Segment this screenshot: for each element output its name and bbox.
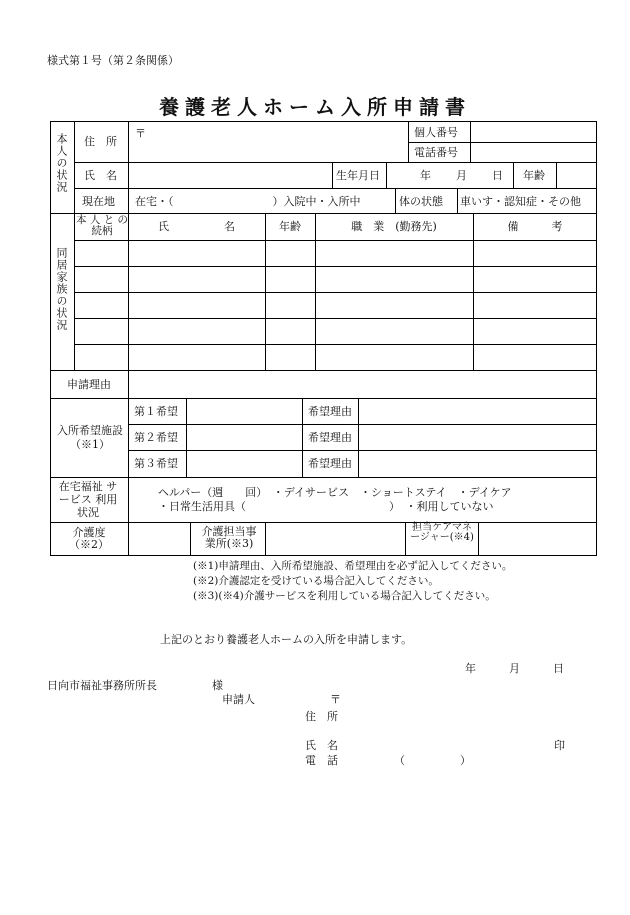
submit-date[interactable]: 年 月 日 xyxy=(465,662,564,675)
facility-label: 入所希望施設（※1） xyxy=(57,424,123,451)
birth-day-label: 日 xyxy=(492,169,503,182)
welfare-options-line2[interactable]: ・日常生活用具（ ） ・利用していない xyxy=(158,500,494,513)
family-header-remarks: 備 考 xyxy=(507,220,563,233)
applicant-phone-label: 電 話 xyxy=(305,754,338,767)
phone-number-label: 電話番号 xyxy=(414,146,458,159)
form-number: 様式第１号（第２条関係） xyxy=(47,54,179,67)
family-header-name: 氏 名 xyxy=(158,220,235,233)
applicant-label: 申請人 xyxy=(222,693,255,706)
choice-3-label: 第３希望 xyxy=(134,457,178,470)
family-header-age: 年齢 xyxy=(279,220,301,233)
birthdate-label: 生年月日 xyxy=(336,169,380,182)
applicant-address-field[interactable] xyxy=(360,707,590,725)
care-office-field[interactable] xyxy=(265,522,405,556)
birth-year-label: 年 xyxy=(420,169,431,182)
page-title: 養護老人ホーム入所申請書 xyxy=(159,95,471,119)
section-self-label: 本人の状況 xyxy=(55,133,68,193)
welfare-label: 在宅福祉 サービス 利用状況 xyxy=(58,480,118,519)
care-office-label: 介護担当事業所(※3) xyxy=(201,525,257,550)
body-condition-options[interactable]: 車いす・認知症・その他 xyxy=(460,195,581,208)
section-family-label: 同居家族の状況 xyxy=(55,247,68,331)
reason-field[interactable] xyxy=(129,371,596,397)
family-header-occupation: 職 業 (勤務先) xyxy=(351,220,437,233)
birth-month-label: 月 xyxy=(456,169,467,182)
choice-2-reason-label: 希望理由 xyxy=(308,431,352,444)
applicant-phone-field[interactable]: （ ） xyxy=(394,754,471,767)
current-location-options[interactable]: 在宅・（ ）入院中・入所中 xyxy=(135,195,361,208)
applicant-postal-mark: 〒 xyxy=(330,693,341,706)
choice-3-reason-label: 希望理由 xyxy=(308,457,352,470)
table-row[interactable] xyxy=(74,318,597,344)
address-label: 住 所 xyxy=(84,135,117,148)
choice-2-field[interactable] xyxy=(186,424,302,450)
age-label: 年齢 xyxy=(523,169,545,182)
choice-1-reason-label: 希望理由 xyxy=(308,405,352,418)
choice-3-reason-field[interactable] xyxy=(358,450,597,477)
care-manager-field[interactable] xyxy=(478,522,597,556)
personal-number-label: 個人番号 xyxy=(414,126,458,139)
applicant-address-label: 住 所 xyxy=(305,710,338,723)
note-3: (※3)(※4)介護サービスを利用している場合記入してください。 xyxy=(193,590,496,602)
body-condition-label: 体の状態 xyxy=(399,195,443,208)
care-manager-label: 担当ケアマネージャー(※4) xyxy=(410,522,474,543)
table-row[interactable] xyxy=(74,240,597,266)
note-2: (※2)介護認定を受けている場合記入してください。 xyxy=(193,575,439,587)
applicant-name-field[interactable] xyxy=(360,736,540,754)
care-level-field[interactable] xyxy=(128,522,190,556)
choice-1-label: 第１希望 xyxy=(134,405,178,418)
choice-3-field[interactable] xyxy=(186,450,302,477)
address-field[interactable] xyxy=(128,138,408,162)
table-row[interactable] xyxy=(74,292,597,318)
care-level-label: 介護度（※2） xyxy=(69,526,109,551)
choice-2-reason-field[interactable] xyxy=(358,424,597,450)
name-field[interactable] xyxy=(128,162,332,188)
choice-1-reason-field[interactable] xyxy=(358,398,597,424)
note-1: (※1)申請理由、入所希望施設、希望理由を必ず記入してください。 xyxy=(193,560,513,572)
family-header-relation: 本 人 と の続柄 xyxy=(76,214,129,237)
reason-label: 申請理由 xyxy=(67,378,111,391)
declaration-text: 上記のとおり養護老人ホームの入所を申請します。 xyxy=(160,633,413,646)
seal-mark: 印 xyxy=(554,739,565,752)
current-location-label: 現在地 xyxy=(82,195,115,208)
choice-2-label: 第２希望 xyxy=(134,431,178,444)
table-row[interactable] xyxy=(74,344,597,370)
age-field[interactable] xyxy=(556,162,597,188)
postal-mark: 〒 xyxy=(135,127,146,140)
welfare-options-line1[interactable]: ヘルパー（週 回） ・デイサービス ・ショートステイ ・デイケア xyxy=(158,486,512,499)
applicant-name-label: 氏 名 xyxy=(305,739,338,752)
personal-number-field[interactable] xyxy=(470,121,597,142)
phone-number-field[interactable] xyxy=(470,142,597,162)
choice-1-field[interactable] xyxy=(186,398,302,424)
recipient: 日向市福祉事務所所長 様 xyxy=(47,679,223,692)
name-label: 氏 名 xyxy=(84,169,117,182)
table-row[interactable] xyxy=(74,266,597,292)
